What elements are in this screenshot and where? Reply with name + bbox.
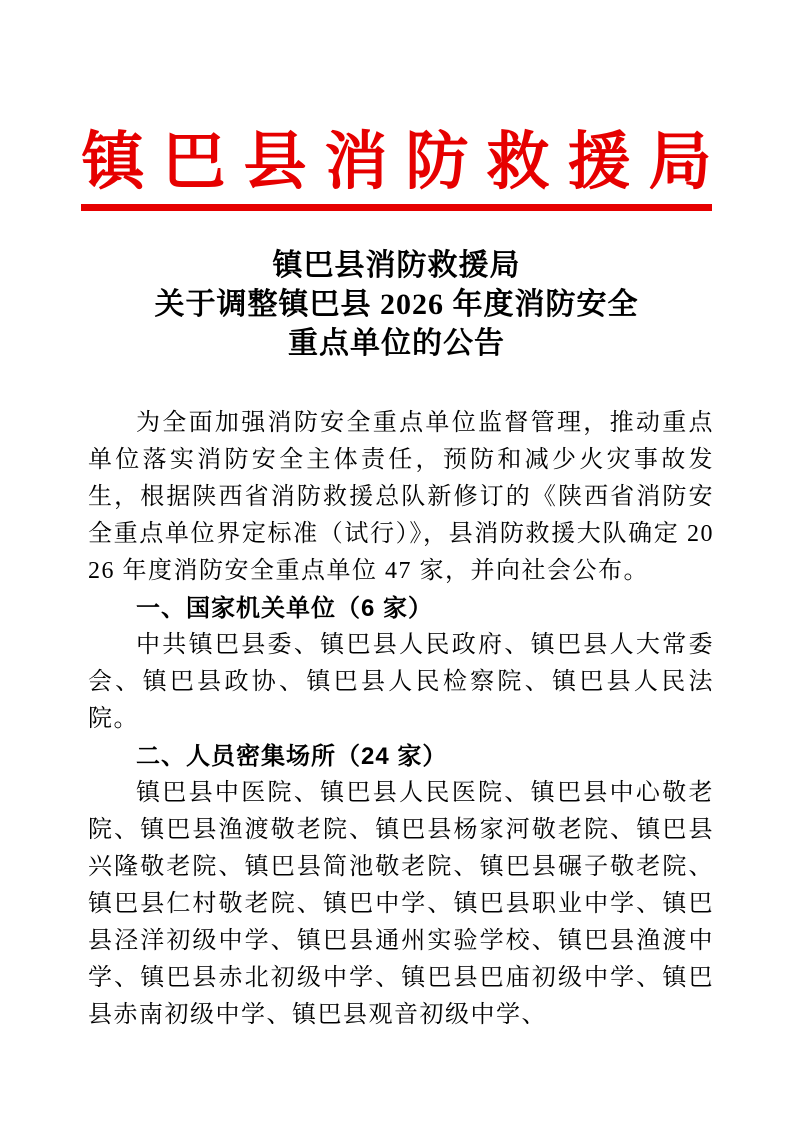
letterhead-divider-rule xyxy=(81,204,712,211)
section-content-2: 镇巴县中医院、镇巴县人民医院、镇巴县中心敬老院、镇巴县渔渡敬老院、镇巴县杨家河敬老院、镇巴县兴隆敬老院、镇巴县简池敬老院、镇巴县碾子敬老院、镇巴县仁村敬老院、镇巴中学、镇巴县职业中学、镇巴县泾洋初级中学、镇巴县通州实验学校、镇巴县渔渡中学、镇巴县赤北初级中学、镇巴县巴庙初级中学、镇巴县赤南初级中学、镇巴县观音初级中学、 xyxy=(88,780,714,1028)
document-body xyxy=(88,405,714,1034)
document-title-line-1: 镇巴县消防救援局 xyxy=(272,249,521,282)
letterhead xyxy=(0,0,793,211)
document-title xyxy=(0,246,793,363)
section-heading-2: 二、人员密集场所（24 家） xyxy=(136,743,448,770)
document-title-line-2: 关于调整镇巴县 2026 年度消防安全 xyxy=(154,288,639,321)
document-title-line-3: 重点单位的公告 xyxy=(288,327,505,360)
section-content-1: 中共镇巴县委、镇巴县人民政府、镇巴县人大常委会、镇巴县政协、镇巴县人民检察院、镇巴县人民法院。 xyxy=(88,632,714,732)
section-heading-1: 一、国家机关单位（6 家） xyxy=(136,595,434,622)
letterhead-org-name: 镇巴县消防救援局 xyxy=(81,127,730,197)
intro-paragraph: 为全面加强消防安全重点单位监督管理，推动重点单位落实消防安全主体责任，预防和减少火灾事故发生，根据陕西省消防救援总队新修订的《陕西省消防安全重点单位界定标准（试行）》，县消防救援大队确定 2026 年度消防安全重点单位 47 家，并向社会公布。 xyxy=(88,410,714,584)
